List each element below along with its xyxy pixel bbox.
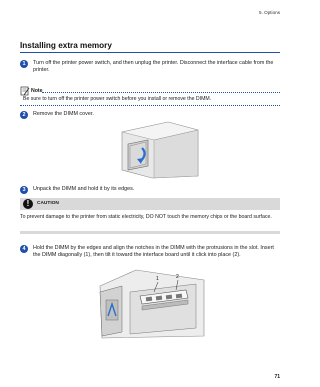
figure-callout-2: 2 <box>176 274 179 280</box>
note-divider <box>42 92 280 94</box>
step-4 <box>20 245 282 259</box>
caution-text: To prevent damage to the printer from static electricity, DO NOT touch the memory chips or the board surface. <box>20 214 272 220</box>
note-divider-bottom <box>20 105 280 107</box>
caution-icon: ! <box>23 199 33 209</box>
step-1-number: 1 <box>20 60 28 68</box>
figure-callout-1: 1 <box>156 276 159 282</box>
note-icon <box>20 86 30 96</box>
step-1-text: Turn off the printer power switch, and then unplug the printer. Disconnect the interface cable from the printer. <box>33 60 274 73</box>
step-2-number: 2 <box>20 111 28 119</box>
step-4-text: Hold the DIMM by the edges and align the notches in the DIMM with the protrusions in the slot. Insert the DIMM diagonally (1), then tilt it toward the interface board until it click into place (2). <box>33 245 274 258</box>
page-number: 71 <box>274 374 280 380</box>
section-title: Installing extra memory <box>20 41 112 50</box>
dimm-cover-illustration <box>118 118 200 180</box>
note-box <box>20 86 280 106</box>
note-label: Note <box>31 88 43 94</box>
step-3-text: Unpack the DIMM and hold it by its edges. <box>33 186 135 192</box>
dimm-insert-illustration <box>96 266 206 340</box>
chapter-header: 5. Options <box>259 10 280 15</box>
caution-bottom-bar <box>20 231 280 234</box>
step-2-text: Remove the DIMM cover. <box>33 111 94 117</box>
caution-bar <box>20 198 280 210</box>
step-4-number: 4 <box>20 245 28 253</box>
step-3-number: 3 <box>20 186 28 194</box>
step-1 <box>20 60 282 74</box>
title-rule <box>20 52 280 53</box>
step-2 <box>20 111 282 118</box>
step-3 <box>20 186 282 193</box>
note-text: Be sure to turn off the printer power switch before you install or remove the DIMM. <box>23 96 212 102</box>
caution-label: CAUTION <box>37 201 59 206</box>
